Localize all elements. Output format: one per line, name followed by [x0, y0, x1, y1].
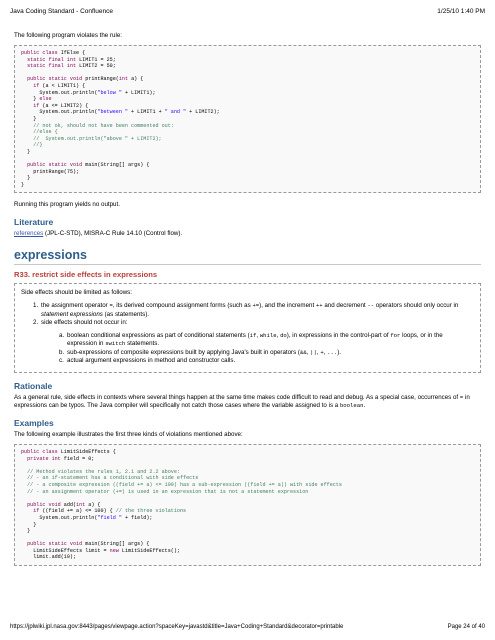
code-line: public static void printRange(int a) {	[21, 76, 144, 83]
code-line: System.out.println("field " + field);	[21, 514, 153, 521]
no-output-paragraph: Running this program yields no output.	[14, 201, 120, 209]
code-line: public class LimitSideEffects {	[21, 448, 116, 455]
rule-list	[21, 302, 474, 366]
code-line: // - an if-statement has a conditional with side effects	[21, 475, 199, 482]
code-line: if (a < LIMIT1) {	[21, 82, 86, 89]
rule-item-2: 2. side effects should not occur in: a. boolean conditional expressions as part of conditional statements (if, while, do), in expressions in the control-part of for loops, or in the expression in switch statements. b. sub-expressions of composite expressions built by applying Java's built in operators (&&, ||, +, ...). c. actual argument expressions in method and constructor calls.	[33, 319, 474, 366]
page-footer	[10, 624, 485, 634]
print-datetime: 1/25/10 1:40 PM	[437, 8, 485, 15]
code-line: public void add(int a) {	[21, 501, 101, 508]
rule-item-1: 1. the assignment operator =, its derived compound assignment forms (such as +=), and the increment ++ and decrement -- operators should only occur in statement expressions (as statements).	[33, 302, 459, 318]
literature-text: (JPL-C-STD), MISRA-C Rule 14.10 (Control flow).	[43, 230, 183, 238]
rule-subitem-b: b. sub-expressions of composite expressions built by applying Java's built in operators (&&, ||, +, ...).	[59, 348, 342, 356]
rule-title: R33. restrict side effects in expressions	[14, 270, 158, 280]
code-line: public class IfElse {	[21, 50, 86, 56]
code-line: if (a <= LIMIT2) {	[21, 102, 89, 109]
examples-heading: Examples	[14, 417, 54, 428]
literature-paragraph	[14, 230, 481, 238]
code-line: //else {	[21, 129, 58, 136]
code-line: // - a composite expression ((field += a) <= 100) has a sub-expression ((field += a)) with side effects	[21, 481, 342, 488]
page-header	[10, 8, 485, 20]
references-link[interactable]: references	[14, 230, 44, 238]
code-line: } else	[21, 96, 52, 103]
code-line: }	[21, 148, 31, 155]
code-line: // - an assignment operator (+=) is used in an expression that is not a statement expression	[21, 488, 309, 495]
code-block-limit-side-effects	[14, 444, 481, 566]
code-line: public static void main(String[] args) {	[21, 541, 150, 548]
section-title: expressions	[14, 248, 481, 265]
code-line	[21, 535, 474, 542]
rule-box	[14, 283, 481, 373]
code-line: private int field = 0;	[21, 455, 95, 462]
code-line: System.out.println("between " + LIMIT1 + " and " + LIMIT2);	[21, 109, 220, 116]
rule-sublist	[47, 332, 474, 366]
code-line	[21, 156, 474, 163]
code-line: }	[21, 115, 37, 122]
code-line	[21, 462, 474, 469]
rule-subitem-a: a. boolean conditional expressions as part of conditional statements (if, while, do), in expressions in the control-part of for loops, or in the expression in switch statements.	[59, 331, 443, 348]
code-line: LimitSideEffects limit = new LimitSideEffects();	[21, 547, 180, 554]
code-line: public static void main(String[] args) {	[21, 162, 150, 169]
code-line: // Method violates the rules 1, 2.1 and 2.2 above:	[21, 468, 180, 475]
code-line: printRange(75);	[21, 168, 80, 175]
code-line: // not ok, should not have been commented out:	[21, 122, 174, 129]
rule-intro: Side effects should be limited as follows:	[21, 289, 132, 297]
rationale-paragraph: As a general rule, side effects in contexts where several things happen at the same time makes code difficult to read and debug. As a special case, occurrences of = in expressions can be typos. The Java compiler will specifically not catch those cases where the variable assigned to is a boolean.	[14, 393, 470, 409]
code-line: }	[21, 181, 25, 188]
code-line: if ((field += a) <= 100) { // the three violations	[21, 508, 187, 515]
page-content	[14, 32, 481, 566]
intro-paragraph: The following program violates the rule:	[14, 32, 122, 39]
code-line: }	[21, 528, 31, 535]
literature-heading: Literature	[14, 217, 54, 228]
code-line: static final int LIMIT2 = 50;	[21, 63, 116, 70]
code-line: }	[21, 521, 37, 528]
code-block-ifelse	[14, 45, 481, 193]
code-line: limit.add(10);	[21, 554, 77, 561]
code-line: static final int LIMIT1 = 25;	[21, 56, 116, 63]
examples-paragraph: The following example illustrates the first three kinds of violations mentioned above:	[14, 430, 243, 438]
code-line	[21, 70, 474, 77]
code-line: // System.out.println("above " + LIMIT2);	[21, 135, 162, 142]
code-line: System.out.println("below " + LIMIT1);	[21, 89, 156, 96]
document-title: Java Coding Standard - Confluence	[10, 8, 113, 15]
footer-page-number: Page 24 of 40	[447, 624, 485, 630]
code-line	[21, 495, 474, 502]
footer-url: https://jplwiki.jpl.nasa.gov:8443/pages/viewpage.action?spaceKey=javastd&title=Java+Coding+Standard&decorator=printable	[10, 624, 344, 630]
code-line: }	[21, 175, 31, 182]
rationale-heading: Rationale	[14, 380, 53, 391]
code-line: //}	[21, 142, 43, 149]
rule-subitem-c: c. actual argument expressions in method and constructor calls.	[59, 357, 236, 365]
